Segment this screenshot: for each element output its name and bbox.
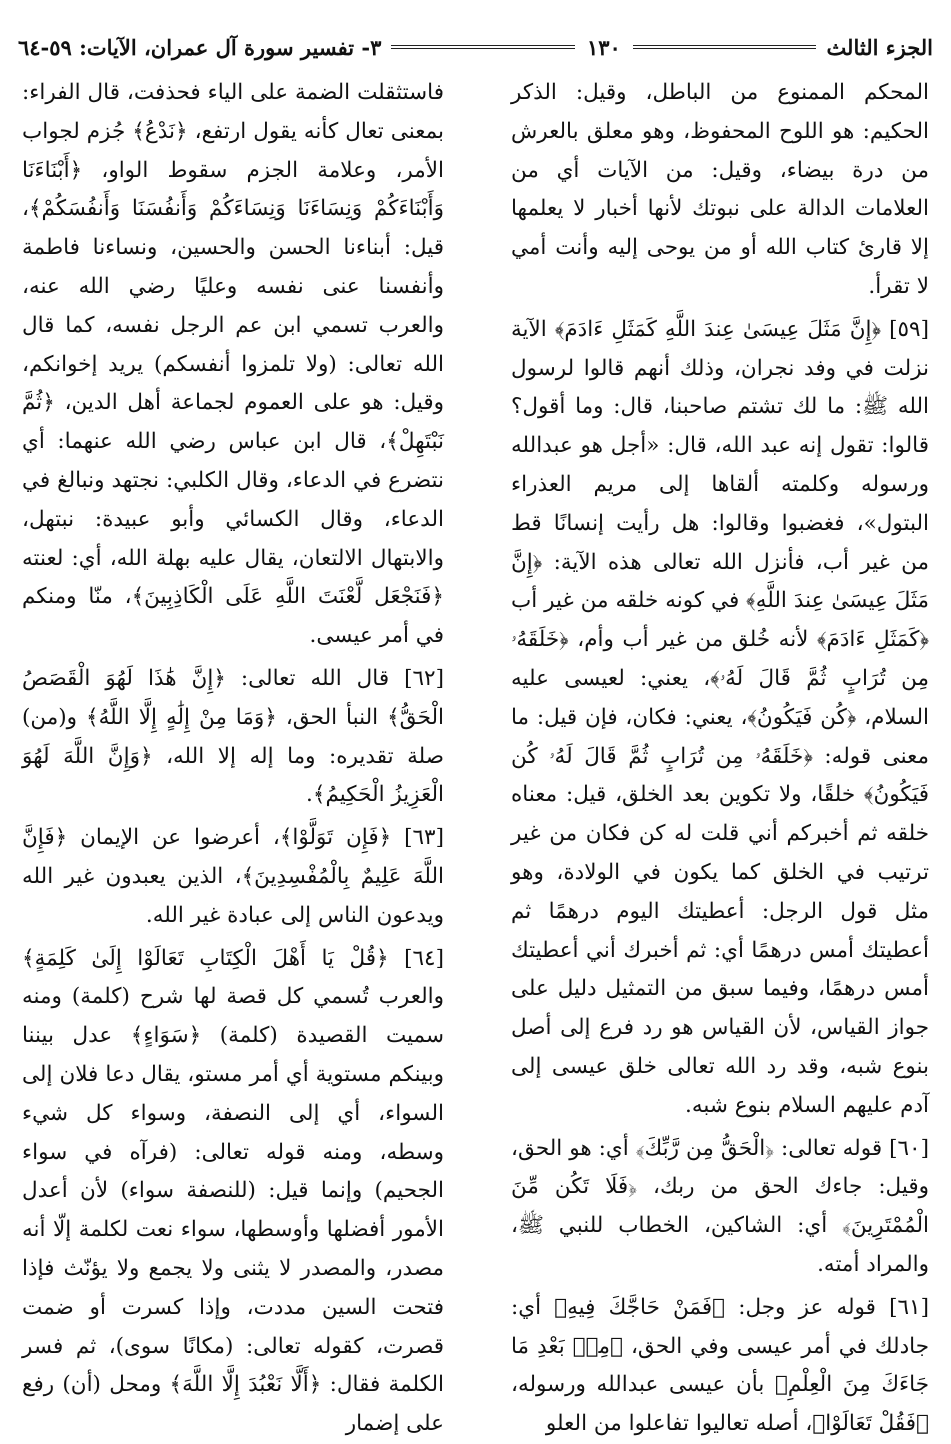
paragraph-verse-64: [٦٤] ﴿قُلْ يَا أَهْلَ الْكِتَابِ تَعَالَوْا إِلَىٰ كَلِمَةٍ﴾ والعرب تُسمي كل قصة لها شرح (كلمة) ومنه سميت القصيدة (كلمة) ﴿سَوَاءٍ﴾ عدل بيننا وبينكم مستوية أي أمر مستو، يقال دعا فلان إلى السواء، أي إلى النصفة، وسواء كل شيء وسطه، ومنه قوله تعالى: (فرآه في سواء الجحيم) وإنما قيل: (للنصفة سواء) لأن أعدل الأمور أفضلها وأوسطها، سواء نعت لكلمة إلّا أنه مصدر، والمصدر لا يثنى ولا يجمع ولا يؤنّث فإذا فتحت السين مددت، وإذا كسرت أو ضمت قصرت، كقوله تعالى: (مكانًا سوى)، ثم فسر الكلمة فقال: ﴿أَلَّا نَعْبُدَ إِلَّا اللَّهَ﴾ ومحل (أن) رفع على إضمار [22,945,444,1437]
left-column [22,74,444,1437]
paragraph-verse-61: [٦١] قوله عز وجل: ﴿فَمَنْ حَاجَّكَ فِيهِ﴾ أي: جادلك في أمر عيسى وفي الحق، ﴿مِنۢ بَعْدِ مَا جَاءَكَ مِنَ الْعِلْمِ﴾ بأن عيسى عبدالله ورسوله، ﴿فَقُلْ تَعَالَوْا﴾، أصله تعاليوا تفاعلوا من العلو [511,1294,929,1437]
header-rule-right [633,45,817,49]
paragraph: فاستثقلت الضمة على الياء فحذفت، قال الفراء: بمعنى تعال كأنه يقول ارتفع، ﴿نَدْعُ﴾ جُزم لجواب الأمر، وعلامة الجزم سقوط الواو، ﴿أَبْنَاءَنَا وَأَبْنَاءَكُمْ وَنِسَاءَنَا وَنِسَاءَكُمْ وَأَنفُسَنَا وَأَنفُسَكُمْ﴾، قيل: أبناءنا الحسن والحسين، ونساءنا فاطمة وأنفسنا عنى نفسه وعليًا رضي الله عنه، والعرب تسمي ابن عم الرجل نفسه، كما قال الله تعالى: (ولا تلمزوا أنفسكم) يريد إخوانكم، وقيل: هو على العموم لجماعة أهل الدين، ﴿ثُمَّ نَبْتَهِلْ﴾، قال ابن عباس رضي الله عنهما: أي نتضرع في الدعاء، وقال الكلبي: نجتهد ونبالغ في الدعاء، وقال الكسائي وأبو عبيدة: نبتهل، والابتهال الالتعان، يقال عليه بهلة الله، أي: لعنته ﴿فَنَجْعَل لَّعْنَتَ اللَّهِ عَلَى الْكَاذِبِينَ﴾، منّا ومنكم في أمر عيسى. [22,80,444,649]
paragraph-verse-63: [٦٣] ﴿فَإِن تَوَلَّوْا﴾، أعرضوا عن الإيمان ﴿فَإِنَّ اللَّهَ عَلِيمٌ بِالْمُفْسِدِينَ﴾، الذين يعبدون غير الله ويدعون الناس إلى عبادة غير الله. [22,825,444,928]
page-header [18,30,933,64]
header-rule-left [391,45,575,49]
paragraph-verse-59: [٥٩] ﴿إِنَّ مَثَلَ عِيسَىٰ عِندَ اللَّهِ كَمَثَلِ ءَادَمَ﴾ الآية نزلت في وفد نجران، وذلك أنهم قالوا لرسول الله ﷺ: ما لك تشتم صاحبنا، قال: وما أقول؟ قالوا: تقول إنه عبد الله، قال: «أجل هو عبدالله ورسوله وكلمته ألقاها إلى مريم العذراء البتول»، فغضبوا وقالوا: هل رأيت إنسانًا قط من غير أب، فأنزل الله تعالى هذه الآية: ﴿إِنَّ مَثَلَ عِيسَىٰ عِندَ اللَّهِ﴾ في كونه خلقه من غير أب ﴿كَمَثَلِ ءَادَمَ﴾ لأنه خُلق من غير أب وأم، ﴿خَلَقَهُۥ مِن تُرَابٍ ثُمَّ قَالَ لَهُۥ﴾، يعني: لعيسى عليه السلام، ﴿كُن فَيَكُونُ﴾، يعني: فكان، فإن قيل: ما معنى قوله: ﴿خَلَقَهُۥ مِن تُرَابٍ ثُمَّ قَالَ لَهُۥ كُن فَيَكُونُ﴾ خلقًا، ولا تكوين بعد الخلق، قيل: معناه خلقه ثم أخبركم أني قلت له كن فكان من غير ترتيب في الخلق كما يكون في الولادة، وهو مثل قول الرجل: أعطيتك اليوم درهمًا ثم أعطيتك أمس درهمًا أي: ثم أخبرك أني أعطيتك أمس درهمًا، وفيما سبق من التمثيل دليل على جواز القياس، لأن القياس هو رد فرع إلى أصل بنوع شبه، وقد رد الله تعالى خلق عيسى إلى آدم عليهم السلام بنوع شبه. [511,316,929,1118]
paragraph-verse-62: [٦٢] قال الله تعالى: ﴿إِنَّ هَٰذَا لَهُوَ الْقَصَصُ الْحَقُّ﴾ النبأ الحق، ﴿وَمَا مِنْ إِلَٰهٍ إِلَّا اللَّهُ﴾ و(من) صلة تقديره: وما إله إلا الله، ﴿وَإِنَّ اللَّهَ لَهُوَ الْعَزِيزُ الْحَكِيمُ﴾. [22,665,444,808]
page-number: ١٣٠ [586,34,621,60]
part-label: الجزء الثالث [826,34,933,60]
paragraph-verse-60: [٦٠] قوله تعالى: ﴿الْحَقُّ مِن رَّبِّكَ﴾ أي: هو الحق، وقيل: جاءك الحق من ربك، ﴿فَلَا تَكُن مِّنَ الْمُمْتَرِينَ﴾ أي: الشاكين، الخطاب للنبي ﷺ، والمراد أمته. [511,1135,929,1277]
paragraph: المحكم الممنوع من الباطل، وقيل: الذكر الحكيم: هو اللوح المحفوظ، وهو معلق بالعرش من درة بيضاء، وقيل: من الآيات أي من العلامات الدالة على نبوتك لأنها أخبار لا يعلمها إلا قارئ كتاب الله أو من يوحى إليه وأنت أمي لا تقرأ. [511,80,929,299]
right-column [511,74,929,1437]
surah-title: ٣- تفسير سورة آل عمران، الآيات: ٥٩-٦٤ [17,34,382,60]
